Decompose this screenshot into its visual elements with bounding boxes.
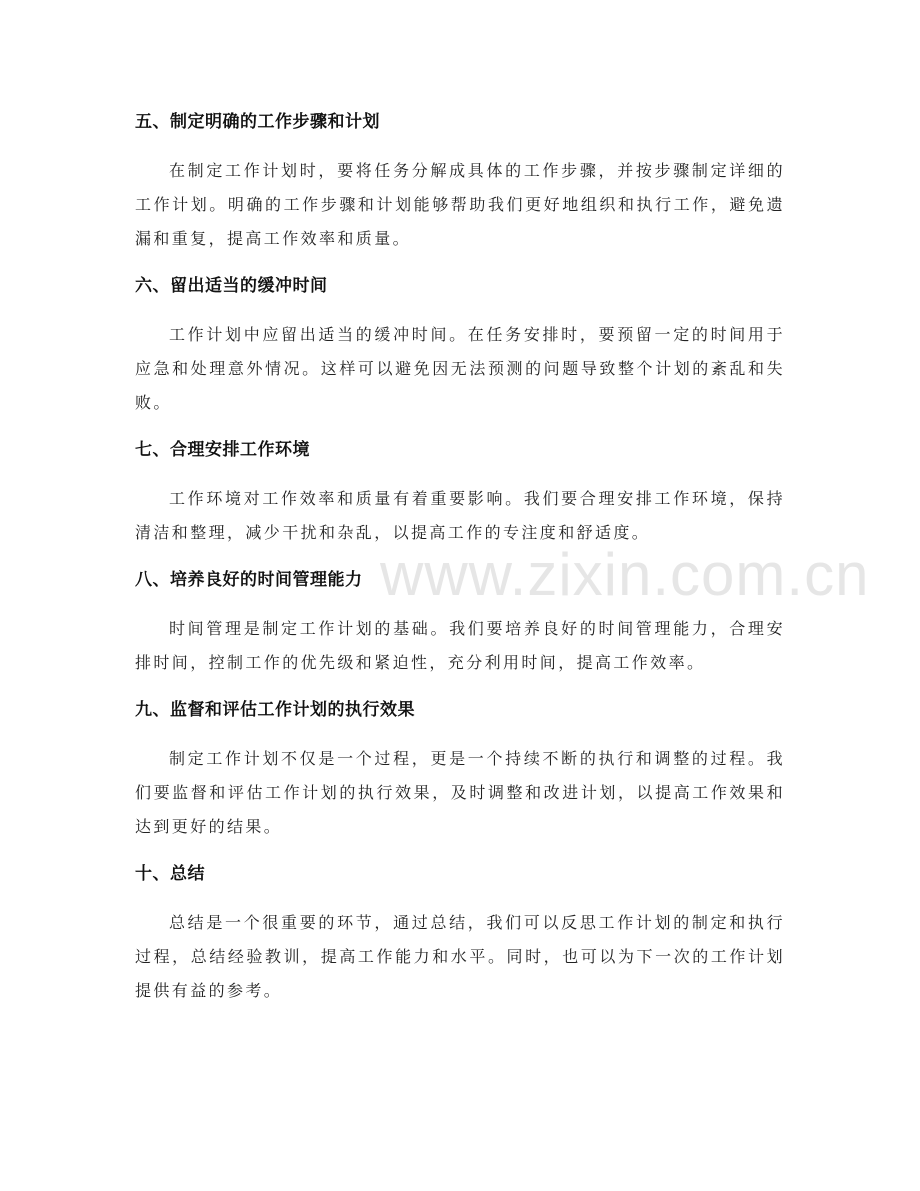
- section-heading: 七、合理安排工作环境: [135, 440, 310, 460]
- section-heading: 八、培养良好的时间管理能力: [135, 570, 363, 590]
- section-paragraph: 工作计划中应留出适当的缓冲时间。在任务安排时，要预留一定的时间用于应急和处理意外情况。这样可以避免因无法预测的问题导致整个计划的紊乱和失败。: [135, 325, 785, 412]
- section-heading: 九、监督和评估工作计划的执行效果: [135, 700, 415, 720]
- section-heading: 十、总结: [135, 864, 205, 884]
- section-paragraph: 时间管理是制定工作计划的基础。我们要培养良好的时间管理能力，合理安排时间，控制工作的优先级和紧迫性，充分利用时间，提高工作效率。: [135, 619, 785, 672]
- section-paragraph: 总结是一个很重要的环节，通过总结，我们可以反思工作计划的制定和执行过程，总结经验教训，提高工作能力和水平。同时，也可以为下一次的工作计划提供有益的参考。: [135, 913, 785, 1000]
- section-paragraph: 制定工作计划不仅是一个过程，更是一个持续不断的执行和调整的过程。我们要监督和评估工作计划的执行效果，及时调整和改进计划，以提高工作效果和达到更好的结果。: [135, 749, 785, 836]
- section-heading: 五、制定明确的工作步骤和计划: [135, 112, 380, 132]
- section-8: [135, 562, 785, 680]
- section-paragraph: 在制定工作计划时，要将任务分解成具体的工作步骤，并按步骤制定详细的工作计划。明确的工作步骤和计划能够帮助我们更好地组织和执行工作，避免遗漏和重复，提高工作效率和质量。: [135, 161, 785, 248]
- section-9: [135, 692, 785, 844]
- section-heading: 六、留出适当的缓冲时间: [135, 276, 328, 296]
- watermark: www.zixin.com.cn: [380, 541, 870, 608]
- section-10: [135, 856, 785, 1008]
- section-paragraph: 工作环境对工作效率和质量有着重要影响。我们要合理安排工作环境，保持清洁和整理，减少干扰和杂乱，以提高工作的专注度和舒适度。: [135, 489, 785, 542]
- section-7: [135, 432, 785, 550]
- section-6: [135, 268, 785, 420]
- section-5: [135, 104, 785, 256]
- document-content: [135, 104, 785, 1020]
